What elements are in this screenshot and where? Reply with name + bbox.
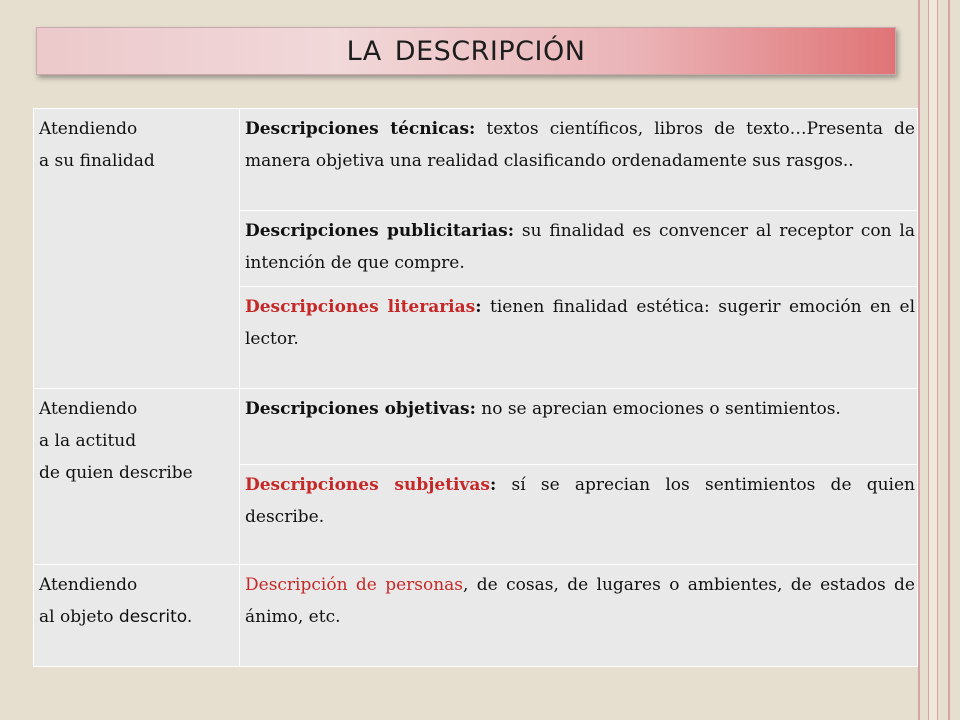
- description-text: sí se aprecian los sentimientos de quien describe.: [245, 475, 916, 527]
- table-row: [34, 565, 918, 667]
- category-line: a su finalidad: [39, 151, 155, 171]
- category-line: Atendiendo: [39, 399, 138, 419]
- category-cell-actitud: [34, 389, 240, 565]
- description-text: su finalidad es convencer al receptor con la intención de que compre.: [245, 221, 915, 273]
- description-text: tienen finalidad estética: sugerir emoción en el lector.: [245, 297, 916, 349]
- page-title: LA DESCRIPCIÓN: [346, 35, 586, 67]
- category-line: Atendiendo: [39, 119, 138, 139]
- description-text: textos científicos, libros de texto…Presenta de manera objetiva una realidad clasificando ordenadamente sus rasgos..: [245, 119, 915, 171]
- table-row: [34, 109, 918, 211]
- frame-band: [928, 0, 938, 720]
- term-objetivas: Descripciones objetivas: [245, 399, 470, 419]
- description-text: , de cosas, de lugares o ambientes, de estados de ánimo, etc.: [245, 575, 915, 627]
- term-colon: :: [475, 297, 482, 317]
- description-cell-literarias: [240, 287, 918, 389]
- frame-line-left: [918, 0, 920, 720]
- term-colon: :: [469, 119, 476, 139]
- term-personas: Descripción de personas: [245, 575, 464, 595]
- term-literarias: Descripciones literarias: [245, 297, 476, 317]
- description-cell-publicitarias: [240, 211, 918, 287]
- description-cell-objetivas: [240, 389, 918, 465]
- description-cell-subjetivas: [240, 465, 918, 565]
- category-line: descrito.: [118, 607, 193, 627]
- description-text: no se aprecian emociones o sentimientos.: [475, 399, 841, 419]
- category-line: Atendiendo: [39, 575, 138, 595]
- term-colon: :: [469, 399, 476, 419]
- category-line: de quien describe: [39, 463, 193, 483]
- category-line: al objeto: [39, 607, 114, 627]
- term-publicitarias: Descripciones publicitarias: [245, 221, 508, 241]
- term-tecnicas: Descripciones técnicas: [245, 119, 470, 139]
- frame-line-right: [948, 0, 950, 720]
- category-cell-objeto: [34, 565, 240, 667]
- term-subjetivas: Descripciones subjetivas: [245, 475, 490, 495]
- term-colon: :: [489, 475, 497, 495]
- description-cell-personas: [240, 565, 918, 667]
- category-cell-finalidad: [34, 109, 240, 389]
- table-row: [34, 389, 918, 465]
- term-colon: :: [507, 221, 515, 241]
- category-line: a la actitud: [39, 431, 137, 451]
- description-table: [33, 108, 918, 667]
- title-banner: [36, 27, 896, 75]
- description-cell-tecnicas: [240, 109, 918, 211]
